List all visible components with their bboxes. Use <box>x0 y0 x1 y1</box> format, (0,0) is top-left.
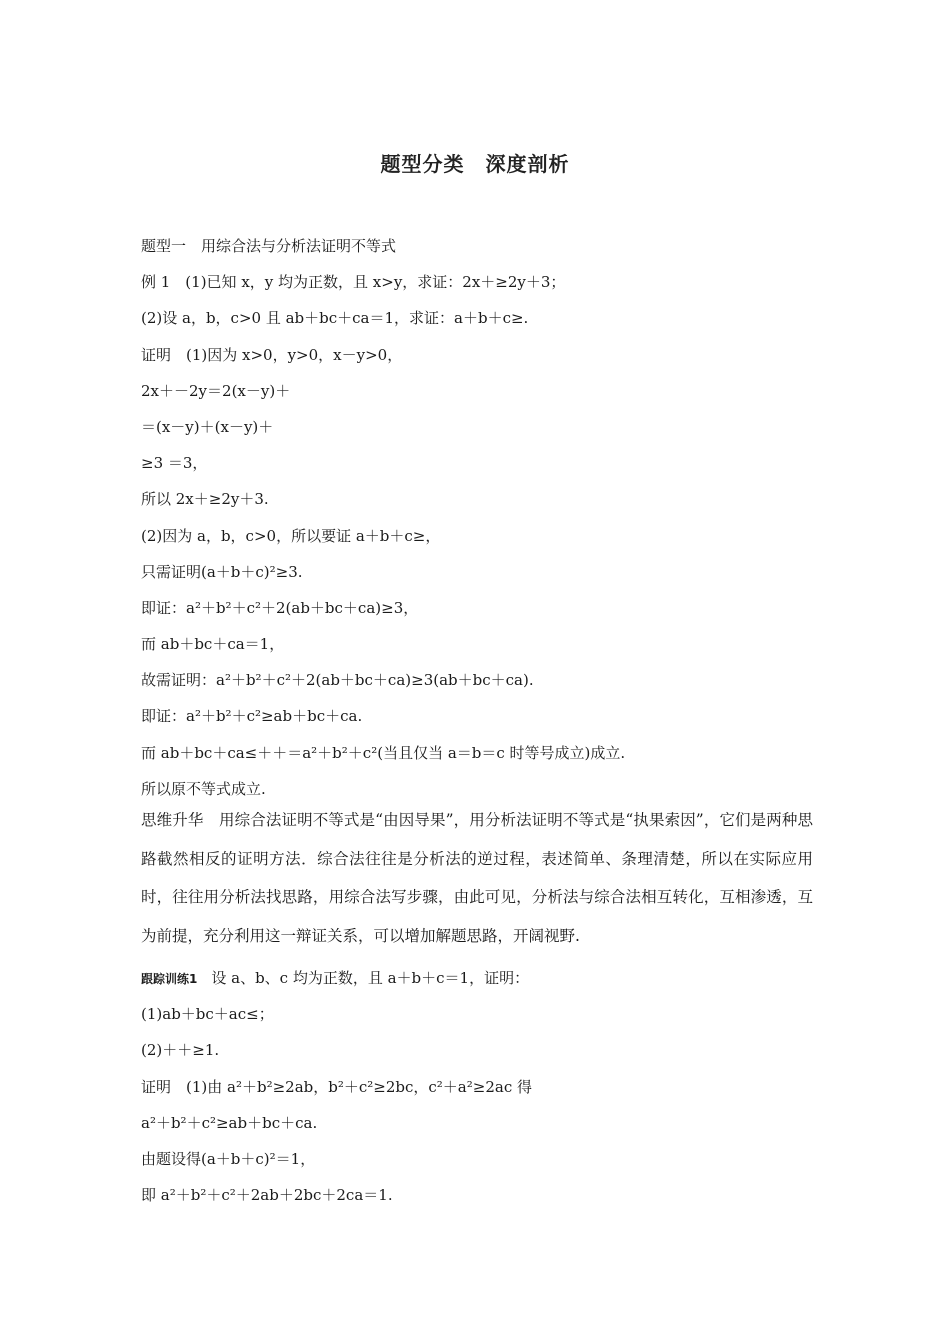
proof-line: 即证：a²＋b²＋c²＋2(ab＋bc＋ca)≥3， <box>141 598 419 617</box>
practice-line: 即 a²＋b²＋c²＋2ab＋2bc＋2ca＝1. <box>141 1186 393 1205</box>
proof-line: 即证：a²＋b²＋c²≥ab＋bc＋ca. <box>141 707 363 726</box>
practice-section <box>141 960 821 1213</box>
proof-line: 而 ab＋bc＋ca≤＋＋＝a²＋b²＋c²(当且仅当 a＝b＝c 时等号成立)成立. <box>141 743 626 762</box>
practice-tag: 跟踪训练1 <box>141 972 198 986</box>
practice-line: 由题设得(a＋b＋c)²＝1， <box>141 1149 316 1168</box>
proof-line: 2x＋－2y＝2(x－y)＋ <box>141 381 291 400</box>
proof-line: 只需证明(a＋b＋c)²≥3. <box>141 562 303 581</box>
practice-heading <box>141 960 821 996</box>
practice-line: (1)ab＋bc＋ac≤； <box>141 1005 274 1024</box>
insight-paragraph: 思维升华 用综合法证明不等式是“由因导果”，用分析法证明不等式是“执果索因”，它们是两种思路截然相反的证明方法．综合法往往是分析法的逆过程，表述简单、条理清楚，所以在实际应用时，往往用分析法找思路，用综合法写步骤，由此可见，分析法与综合法相互转化，互相渗透，互为前提，充分利用这一辩证关系，可以增加解题思路，开阔视野. <box>141 811 813 945</box>
practice-line: 证明 (1)由 a²＋b²≥2ab，b²＋c²≥2bc，c²＋a²≥2ac 得 <box>141 1077 532 1096</box>
proof-line: 所以原不等式成立. <box>141 779 266 798</box>
example-line: 例 1 (1)已知 x，y 均为正数，且 x>y，求证：2x＋≥2y＋3； <box>141 273 566 292</box>
practice-line: a²＋b²＋c²≥ab＋bc＋ca. <box>141 1113 318 1132</box>
proof-section <box>141 228 821 807</box>
page-title: 题型分类 深度剖析 <box>380 152 570 176</box>
proof-line: (2)因为 a，b，c>0，所以要证 a＋b＋c≥， <box>141 526 441 545</box>
proof-line: 证明 (1)因为 x>0，y>0，x－y>0， <box>141 345 403 364</box>
proof-line: 而 ab＋bc＋ca＝1， <box>141 635 285 654</box>
example-line: (2)设 a，b，c>0 且 ab＋bc＋ca＝1，求证：a＋b＋c≥. <box>141 309 529 328</box>
practice-text: 设 a、b、c 均为正数，且 a＋b＋c＝1，证明： <box>211 969 530 987</box>
section-heading: 题型一 用综合法与分析法证明不等式 <box>141 237 397 255</box>
proof-line: ＝(x－y)＋(x－y)＋ <box>141 417 274 436</box>
proof-line: ≥3 ＝3， <box>141 454 208 473</box>
proof-line: 所以 2x＋≥2y＋3. <box>141 490 269 509</box>
practice-line: (2)＋＋≥1. <box>141 1041 220 1060</box>
proof-line: 故需证明：a²＋b²＋c²＋2(ab＋bc＋ca)≥3(ab＋bc＋ca). <box>141 671 534 690</box>
